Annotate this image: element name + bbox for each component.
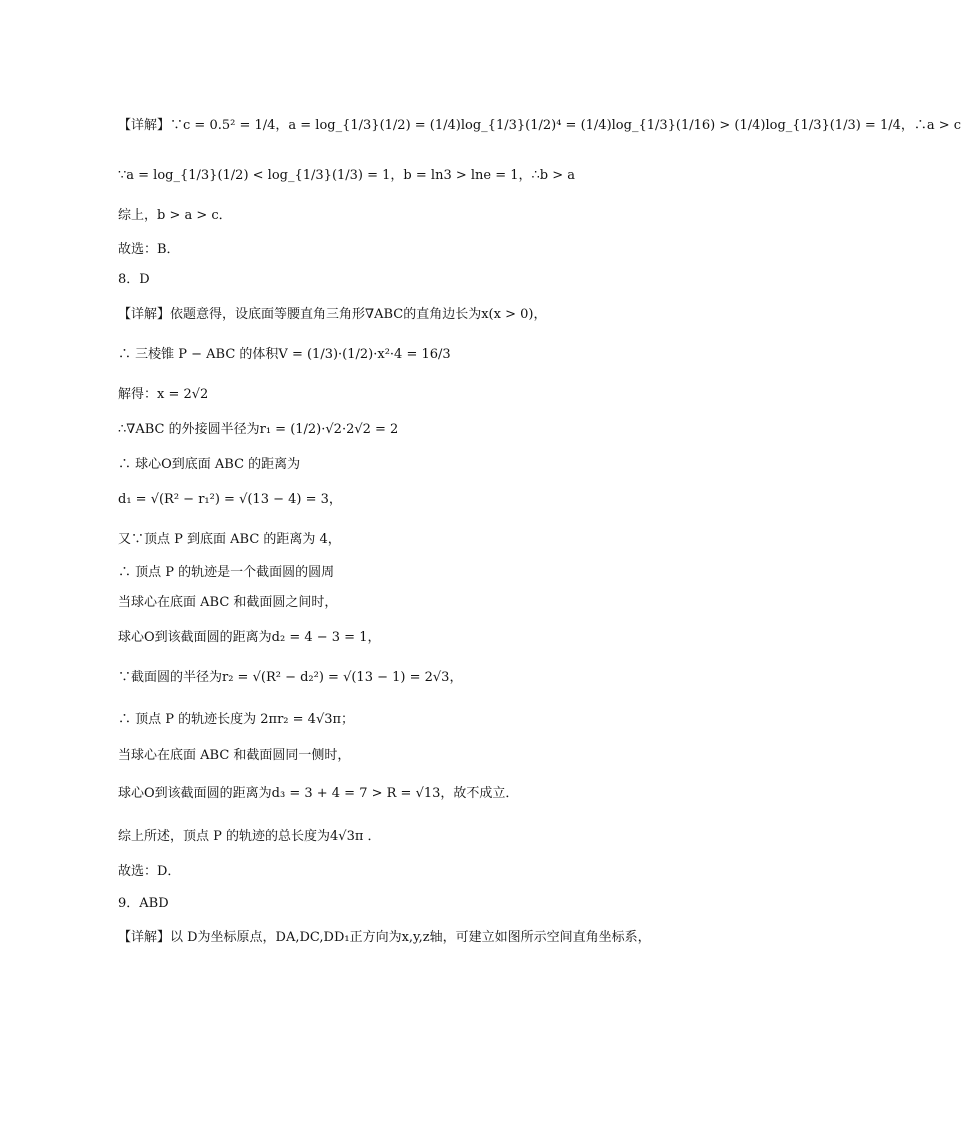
line-17: ∴ 顶点 P 的轨迹长度为 2πr₂ = 4√3π； <box>118 712 355 727</box>
line-14: 当球心在底面 ABC 和截面圆之间时， <box>118 595 338 610</box>
line-2: ∵a = log_{1/3}(1/2) < log_{1/3}(1/3) = 1，b = ln3 > lne = 1，∴b > a <box>118 168 576 183</box>
line-10: ∴ 球心O到底面 ABC 的距离为 <box>118 457 301 472</box>
line-11: d₁ = √(R² − r₁²) = √(13 − 4) = 3， <box>118 492 342 507</box>
line-13: ∴ 顶点 P 的轨迹是一个截面圆的圆周 <box>118 565 335 580</box>
line-23: 【详解】以 D为坐标原点，DA,DC,DD₁正方向为x,y,z轴，可建立如图所示空间直角坐标系， <box>118 930 651 945</box>
line-21: 故选：D． <box>118 864 181 879</box>
answer-9: 9．ABD <box>118 896 169 911</box>
line-18: 当球心在底面 ABC 和截面圆同一侧时， <box>118 748 351 763</box>
line-4: 故选：B． <box>118 242 180 257</box>
line-6: 【详解】依题意得，设底面等腰直角三角形∇ABC的直角边长为x(x > 0)， <box>118 307 547 322</box>
line-12: 又∵顶点 P 到底面 ABC 的距离为 4， <box>118 532 341 547</box>
line-7: ∴ 三棱锥 P − ABC 的体积V = (1/3)·(1/2)·x²·4 = 16/3 <box>118 347 451 362</box>
line-3: 综上，b > a > c． <box>118 208 232 223</box>
line-16: ∵截面圆的半径为r₂ = √(R² − d₂²) = √(13 − 1) = 2√3， <box>118 670 463 685</box>
line-19: 球心O到该截面圆的距离为d₃ = 3 + 4 = 7 > R = √13，故不成立． <box>118 786 519 801</box>
answer-8: 8．D <box>118 272 150 287</box>
line-8: 解得：x = 2√2 <box>118 387 209 402</box>
line-1: 【详解】∵c = 0.5² = 1/4，a = log_{1/3}(1/2) = (1/4)log_{1/3}(1/2)⁴ = (1/4)log_{1/3}(1/16) > (1/4)log_{1/3}(1/3) = 1/4，∴a > c <box>118 118 961 133</box>
line-20: 综上所述，顶点 P 的轨迹的总长度为4√3π ． <box>118 829 381 844</box>
line-15: 球心O到该截面圆的距离为d₂ = 4 − 3 = 1， <box>118 630 381 645</box>
line-9: ∴∇ABC 的外接圆半径为r₁ = (1/2)·√2·2√2 = 2 <box>118 422 399 437</box>
